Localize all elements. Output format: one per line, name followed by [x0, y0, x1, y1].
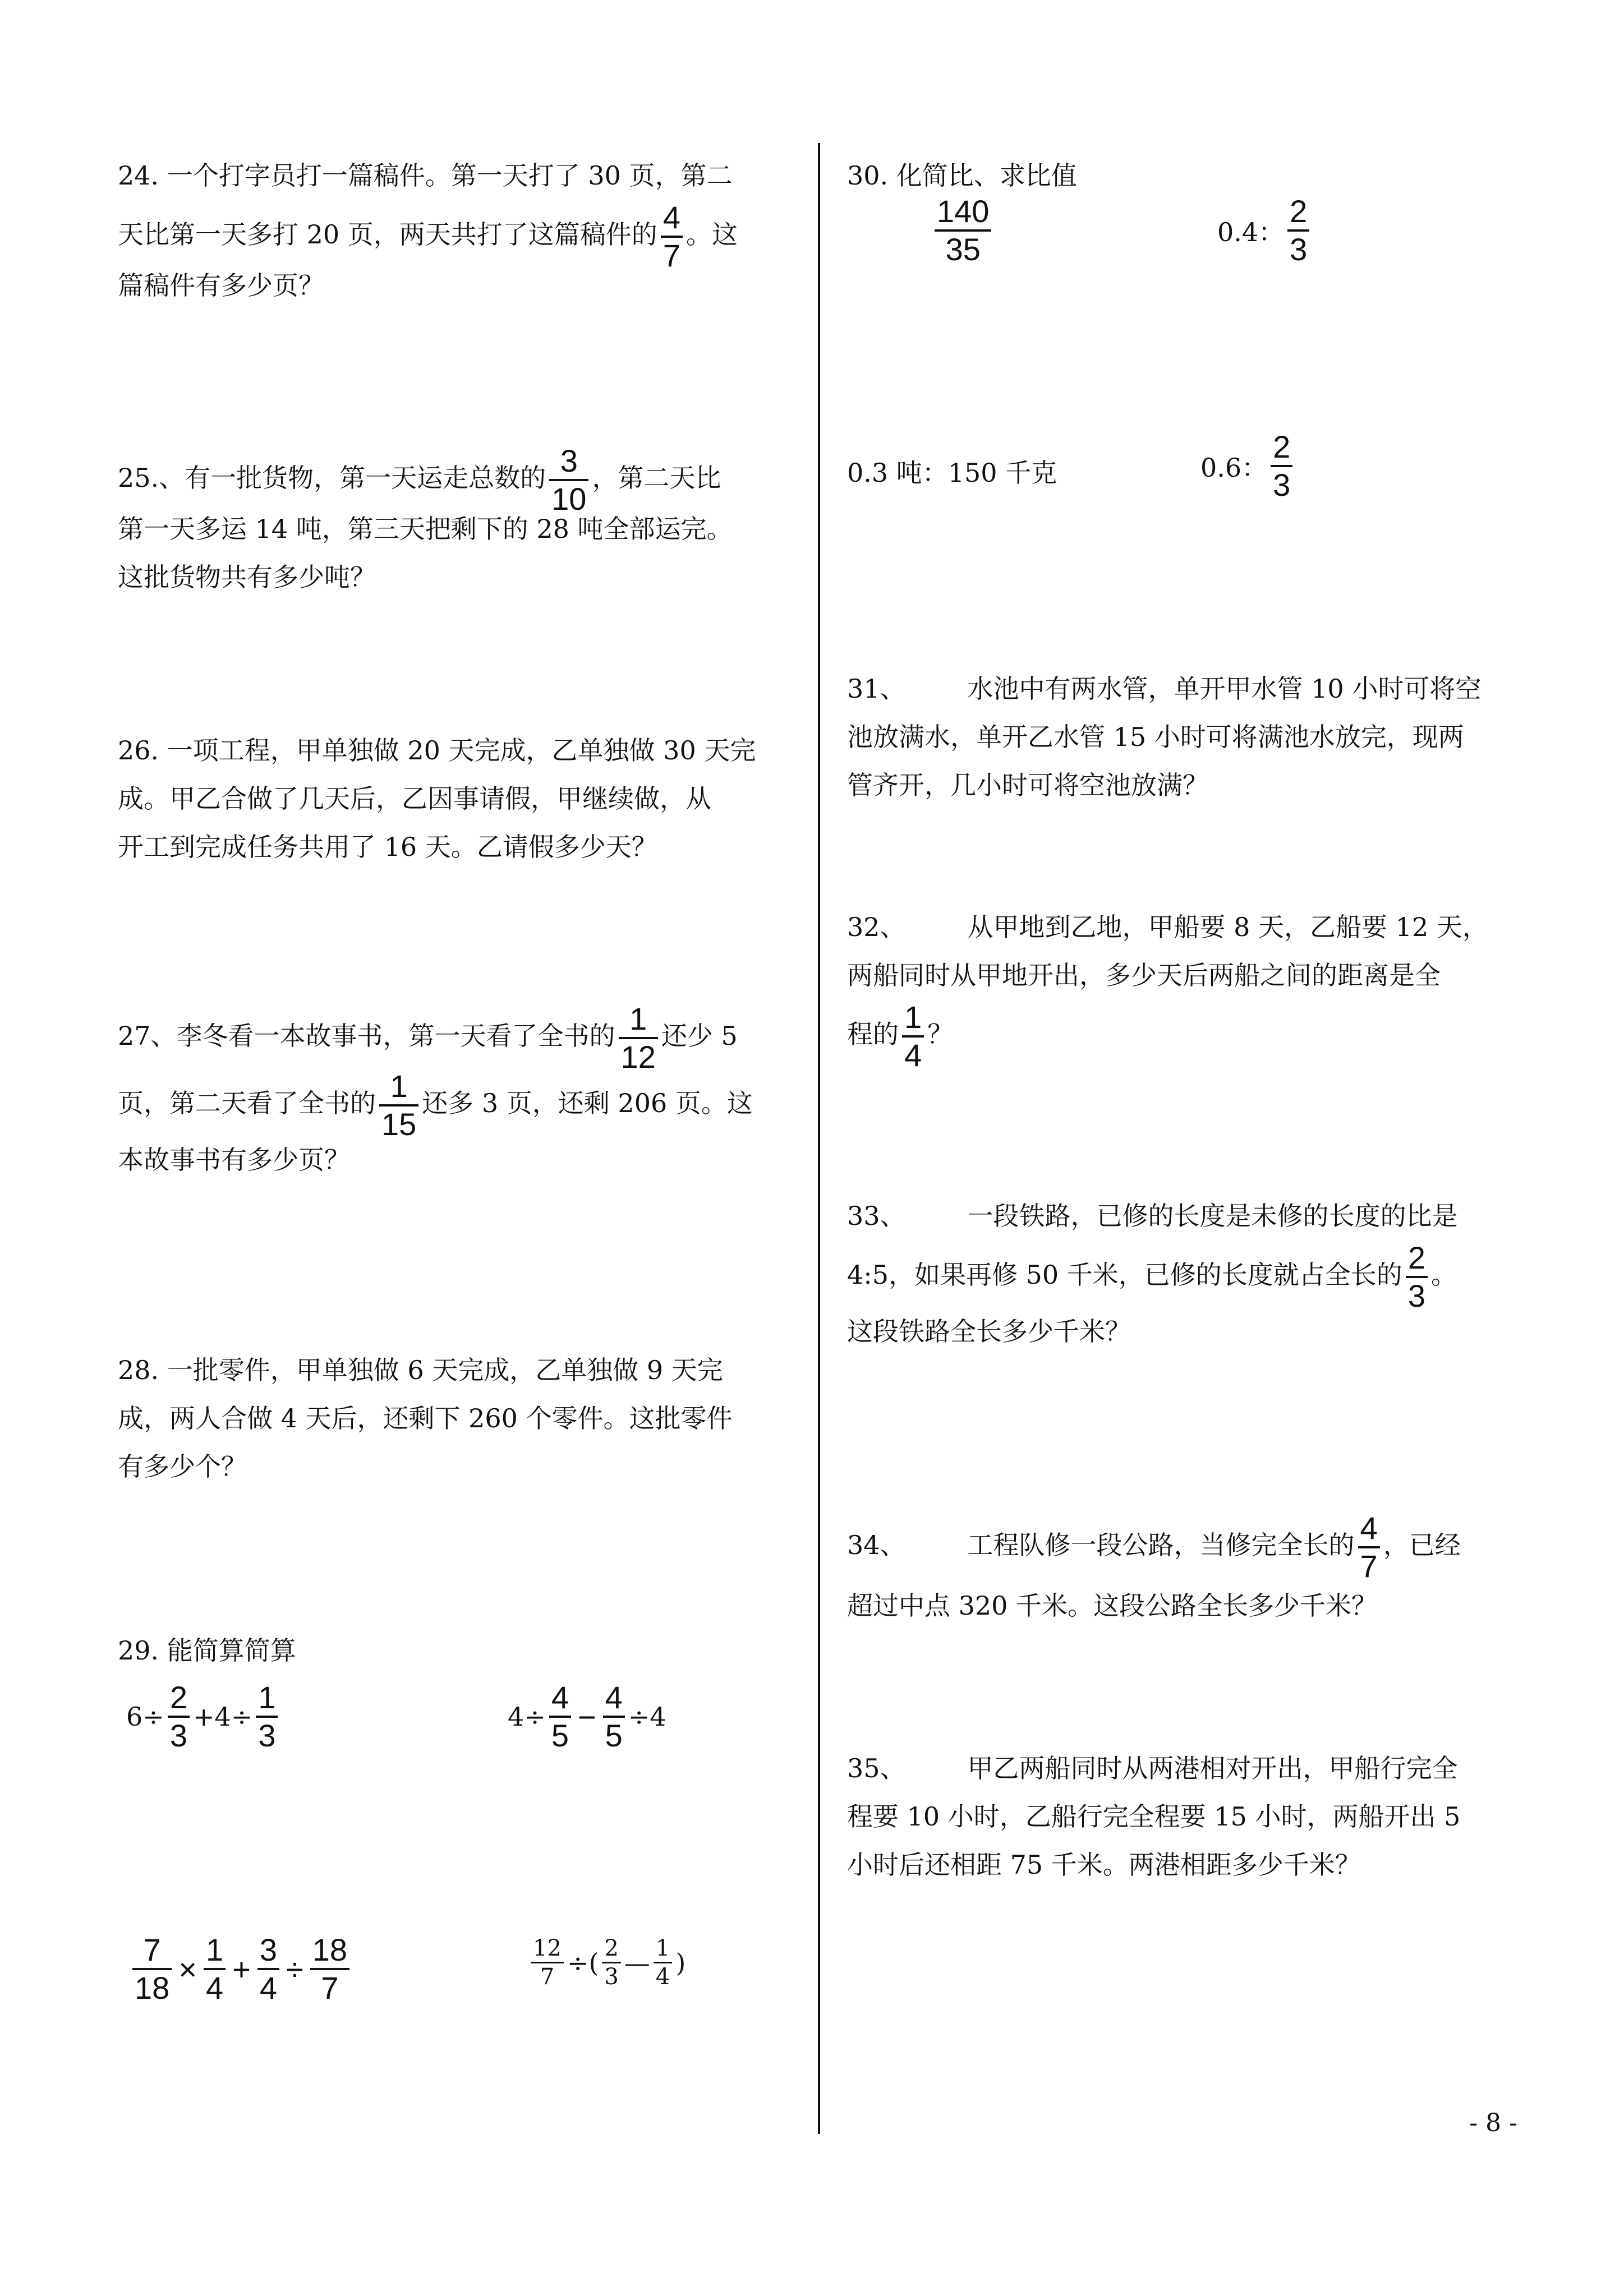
fraction-denominator: 3: [604, 1964, 619, 1990]
fraction-denominator: 5: [605, 1718, 623, 1753]
fraction-denominator: 4: [655, 1964, 670, 1990]
fraction-denominator: 4: [904, 1038, 922, 1073]
q26-line-3: 开工到完成任务共用了 16 天。乙请假多少天？: [118, 832, 657, 862]
fraction-numerator: 4: [603, 1680, 625, 1718]
q32-line-3: [847, 999, 1520, 1073]
q25-line-1: [118, 443, 785, 517]
q31-line-3: 管齐开，几小时可将空池放满？: [847, 770, 1208, 800]
fraction-denominator: 3: [169, 1718, 187, 1753]
fraction-denominator: 12: [620, 1039, 656, 1075]
q25-line-3: 这批货物共有多少吨？: [118, 562, 376, 592]
q29-expression-1: [126, 1680, 281, 1754]
q31-line-2: 池放满水，单开乙水管 15 小时可将满池水放完，现两: [847, 722, 1464, 752]
q30-expression-1: [931, 193, 995, 268]
q24-text: 天比第一天多打 20 页，两天共打了这篇稿件的: [118, 219, 657, 250]
q29-title: 29. 能简算简算: [118, 1635, 296, 1666]
fraction: [132, 1932, 172, 2006]
fraction: [204, 1932, 226, 2006]
fraction-denominator: 3: [258, 1718, 276, 1753]
plus-operator: +: [232, 1951, 251, 1987]
q34-text: 工程队修一段公路，当修完全长的: [967, 1530, 1355, 1560]
fraction-denominator: 5: [551, 1718, 569, 1753]
q33-text-2: 4:5，如果再修 50 千米，已修的长度就占全长的: [847, 1260, 1402, 1290]
expr-text: 0.3 吨：150 千克: [847, 458, 1057, 488]
fraction: [256, 1680, 278, 1754]
fraction-numerator: 1: [654, 1935, 672, 1963]
q34-text-end: ，已经: [1383, 1530, 1461, 1560]
expr-text: 4÷: [508, 1702, 546, 1732]
fraction-numerator: 2: [1287, 193, 1309, 232]
q30-title: 30. 化简比、求比值: [847, 160, 1077, 191]
question-number: 34、: [847, 1530, 906, 1560]
question-29: [118, 1626, 785, 1675]
q28-line-2: 成，两人合做 4 天后，还剩下 260 个零件。这批零件: [118, 1403, 733, 1433]
q24-line-3: 篇稿件有多少页？: [118, 270, 324, 301]
question-30: [847, 151, 1520, 200]
q33-text: 一段铁路，已修的长度是未修的长度的比是: [967, 1201, 1458, 1231]
question-34: [847, 1509, 1520, 1630]
q30-expression-3: [847, 435, 1057, 508]
expr-text: 6÷: [126, 1702, 164, 1732]
divide-operator: ÷: [286, 1951, 303, 1987]
q33-line-1: [847, 1192, 1520, 1240]
q35-line-3: 小时后还相距 75 千米。两港相距多少千米？: [847, 1850, 1361, 1880]
q29-expression-4: [527, 1935, 686, 1990]
question-25: [118, 443, 785, 601]
fraction: [257, 1932, 279, 2006]
fraction-numerator: 1: [256, 1680, 278, 1718]
expr-text: +4÷: [192, 1702, 253, 1732]
q24-line-2: [118, 200, 785, 273]
question-33: [847, 1192, 1520, 1356]
q31-text: 水池中有两水管，单开甲水管 10 小时可将空: [967, 674, 1482, 704]
q27-text-end: 还少 5: [661, 1021, 738, 1051]
fraction-denominator: 3: [1290, 232, 1308, 267]
q26-line-2: 成。甲乙合做了几天后，乙因事请假，甲继续做，从: [118, 783, 711, 814]
expr-text: ): [675, 1947, 686, 1978]
q30-expression-2: [1217, 193, 1313, 268]
question-35: [847, 1744, 1520, 1889]
fraction-denominator: 35: [945, 232, 981, 267]
q33-text-2-end: 。: [1430, 1260, 1457, 1290]
fraction: [602, 1935, 620, 1990]
q32-text-3-end: ？: [927, 1019, 954, 1049]
q32-fraction: [902, 999, 924, 1073]
fraction-numerator: 4: [1358, 1510, 1380, 1548]
fraction-numerator: 7: [132, 1932, 172, 1970]
question-number: 31、: [847, 674, 906, 704]
q27-fraction-1: [619, 1001, 658, 1075]
question-31: [847, 665, 1520, 809]
fraction-denominator: 7: [663, 238, 680, 273]
expr-text: —: [624, 1947, 650, 1978]
q31-line-1: [847, 665, 1520, 713]
q32-text: 从甲地到乙地，甲船要 8 天，乙船要 12 天，: [967, 912, 1488, 942]
fraction: [603, 1680, 625, 1754]
expr-text: ÷4: [628, 1702, 666, 1732]
fraction-denominator: 18: [135, 1970, 170, 2005]
q35-line-2: 程要 10 小时，乙船行完全程要 15 小时，两船开出 5: [847, 1801, 1461, 1832]
fraction-denominator: 4: [259, 1970, 278, 2005]
q25-text-end: ，第二天比: [592, 463, 721, 493]
question-24: [118, 151, 785, 310]
q27-line-2: [118, 1068, 785, 1142]
q28-line-1: 28. 一批零件，甲单独做 6 天完成，乙单独做 9 天完: [118, 1355, 723, 1385]
q35-line-1: [847, 1744, 1520, 1792]
q33-line-2: [847, 1240, 1520, 1313]
fraction-denominator: 7: [540, 1964, 555, 1990]
fraction-denominator: 10: [551, 481, 587, 517]
fraction: [549, 1680, 571, 1754]
fraction-denominator: 7: [321, 1970, 339, 2005]
fraction-numerator: 4: [661, 200, 683, 238]
times-operator: ×: [178, 1951, 197, 1987]
q25-text: 25.、有一批货物，第一天运走总数的: [118, 463, 546, 493]
expr-text: ÷(: [567, 1947, 599, 1978]
fraction-numerator: 3: [549, 443, 588, 481]
question-32: [847, 903, 1520, 1073]
question-26: [118, 726, 785, 871]
fraction-numerator: 2: [1271, 429, 1292, 467]
fraction-numerator: 2: [602, 1935, 620, 1963]
q34-fraction: [1358, 1510, 1380, 1584]
q27-line-3: 本故事书有多少页？: [118, 1145, 350, 1175]
q27-line-1: [118, 1001, 785, 1075]
fraction-numerator: 140: [935, 193, 991, 232]
q33-line-3: 这段铁路全长多少千米？: [847, 1316, 1131, 1347]
fraction-numerator: 4: [549, 1680, 571, 1718]
q29-expression-3: [129, 1932, 353, 2006]
fraction-denominator: 15: [381, 1106, 417, 1142]
q27-text-2-end: 还多 3 页，还剩 206 页。这: [422, 1088, 753, 1118]
fraction-numerator: 1: [204, 1932, 226, 1970]
question-number: 32、: [847, 912, 906, 942]
fraction: [168, 1680, 190, 1754]
q27-fraction-2: [379, 1068, 418, 1142]
expr-text: 0.4：: [1217, 217, 1285, 247]
column-divider: [818, 143, 820, 2134]
q24-line-1: 24. 一个打字员打一篇稿件。第一天打了 30 页，第二: [118, 160, 733, 191]
q30-expression-4: [1200, 429, 1296, 503]
fraction: [1287, 193, 1309, 268]
fraction-numerator: 3: [257, 1932, 279, 1970]
question-number: 35、: [847, 1753, 906, 1783]
fraction: [1271, 429, 1292, 503]
question-28: [118, 1346, 785, 1491]
q35-text: 甲乙两船同时从两港相对开出，甲船行完全: [967, 1753, 1458, 1783]
fraction-numerator: 1: [902, 999, 924, 1038]
question-27: [118, 1001, 785, 1184]
fraction: [935, 193, 991, 268]
q32-text-3: 程的: [847, 1019, 899, 1049]
q32-line-2: 两船同时从甲地开出，多少天后两船之间的距离是全: [847, 960, 1441, 990]
minus-operator: −: [577, 1699, 596, 1735]
fraction-denominator: 3: [1273, 467, 1291, 502]
q27-text: 27、李冬看一本故事书，第一天看了全书的: [118, 1021, 615, 1051]
fraction: [310, 1932, 349, 2006]
q29-expression-2: [508, 1680, 666, 1754]
q24-text-end: 。这: [686, 219, 738, 250]
fraction: [531, 1935, 564, 1990]
page-number: - 8 -: [1469, 2109, 1517, 2137]
fraction-denominator: 3: [1407, 1278, 1425, 1313]
fraction: [654, 1935, 672, 1990]
expr-text: 0.6：: [1200, 453, 1268, 483]
fraction-numerator: 2: [1406, 1240, 1428, 1278]
fraction-numerator: 1: [379, 1068, 418, 1106]
fraction-numerator: 18: [310, 1932, 349, 1970]
fraction-numerator: 1: [619, 1001, 658, 1039]
q26-line-1: 26. 一项工程，甲单独做 20 天完成，乙单独做 30 天完: [118, 735, 756, 766]
q34-line-2: 超过中点 320 千米。这段公路全长多少千米？: [847, 1590, 1378, 1621]
q33-fraction: [1406, 1240, 1428, 1314]
q25-line-2: 第一天多运 14 吨，第三天把剩下的 28 吨全部运完。: [118, 514, 733, 544]
fraction-numerator: 2: [168, 1680, 190, 1718]
fraction-denominator: 7: [1360, 1548, 1378, 1584]
q28-line-3: 有多少个？: [118, 1451, 247, 1482]
q27-text-2: 页，第二天看了全书的: [118, 1088, 376, 1118]
q34-line-1: [847, 1509, 1520, 1582]
q32-line-1: [847, 903, 1520, 951]
fraction-numerator: 12: [531, 1935, 564, 1963]
question-number: 33、: [847, 1201, 906, 1231]
fraction-denominator: 4: [206, 1970, 224, 2005]
